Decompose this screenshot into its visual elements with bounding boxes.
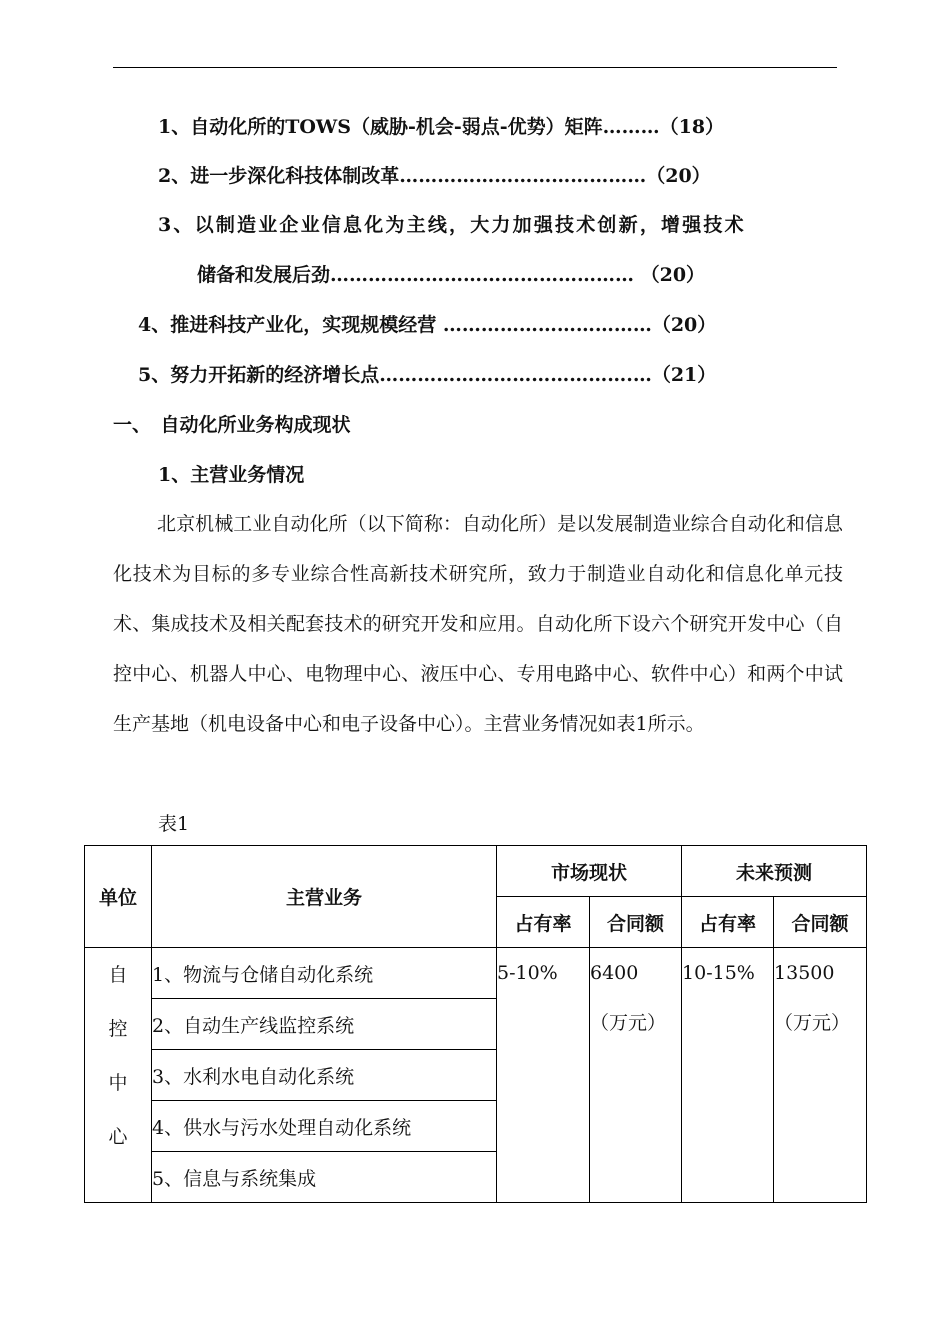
- business-item: 2、自动生产线监控系统: [152, 999, 497, 1050]
- business-table: [84, 845, 867, 1203]
- future-contract-unit: （万元）: [774, 1012, 851, 1034]
- table-caption: 表1: [158, 813, 190, 835]
- business-item: 5、信息与系统集成: [152, 1152, 497, 1203]
- future-contract-value: 13500: [774, 962, 835, 984]
- header-market-contract: 合同额: [590, 897, 682, 948]
- header-market-status: 市场现状: [497, 846, 682, 897]
- unit-char: 自: [108, 964, 128, 986]
- market-contract-unit: （万元）: [590, 1012, 667, 1034]
- market-contract-cell: [590, 948, 682, 1203]
- body-paragraph: [113, 499, 843, 749]
- toc-entry-2[interactable]: 2、进一步深化科技体制改革…………………………………（20）: [158, 165, 711, 187]
- header-future-contract: 合同额: [774, 897, 867, 948]
- toc-entry-1[interactable]: 1、自动化所的TOWS（威胁-机会-弱点-优势）矩阵………（18）: [158, 116, 725, 138]
- header-main-business: 主营业务: [152, 846, 497, 948]
- unit-cell: [85, 948, 152, 1203]
- header-future-share: 占有率: [682, 897, 774, 948]
- toc-entry-5[interactable]: 5、努力开拓新的经济增长点………………………………….…（21）: [138, 364, 717, 386]
- business-item: 1、物流与仓储自动化系统: [152, 948, 497, 999]
- future-share-cell: [682, 948, 774, 1203]
- market-share-cell: [497, 948, 590, 1203]
- future-share-value: 10-15%: [682, 962, 755, 984]
- header-market-share: 占有率: [497, 897, 590, 948]
- unit-char: 控: [108, 1018, 128, 1040]
- header-future-forecast: 未来预测: [682, 846, 867, 897]
- unit-char: 心: [108, 1126, 128, 1148]
- toc-entry-4[interactable]: 4、推进科技产业化，实现规模经营 ……………………………（20）: [138, 314, 717, 336]
- unit-char: 中: [108, 1072, 128, 1094]
- header-rule: [113, 67, 837, 68]
- business-item: 3、水利水电自动化系统: [152, 1050, 497, 1101]
- header-unit: 单位: [85, 846, 152, 948]
- toc-entry-3[interactable]: 3、以制造业企业信息化为主线，大力加强技术创新，增强技术: [158, 214, 746, 236]
- body-paragraph-text: 北京机械工业自动化所（以下简称：自动化所）是以发展制造业综合自动化和信息化技术为目标的多专业综合性高新技术研究所，致力于制造业自动化和信息化单元技术、集成技术及相关配套技术的研究开发和应用。自动化所下设六个研究开发中心（自控中心、机器人中心、电物理中心、液压中心、专用电路中心、软件中心）和两个中试生产基地（机电设备中心和电子设备中心）。主营业务情况如表1所示。: [113, 513, 843, 735]
- subsection-heading: 1、主营业务情况: [158, 464, 305, 486]
- market-share-value: 5-10%: [497, 962, 558, 984]
- market-contract-value: 6400: [590, 962, 639, 984]
- toc-entry-3-continued[interactable]: 储备和发展后劲………………………………………… （20）: [197, 264, 706, 286]
- section-heading: 一、 自动化所业务构成现状: [113, 414, 351, 436]
- business-item: 4、供水与污水处理自动化系统: [152, 1101, 497, 1152]
- future-contract-cell: [774, 948, 867, 1203]
